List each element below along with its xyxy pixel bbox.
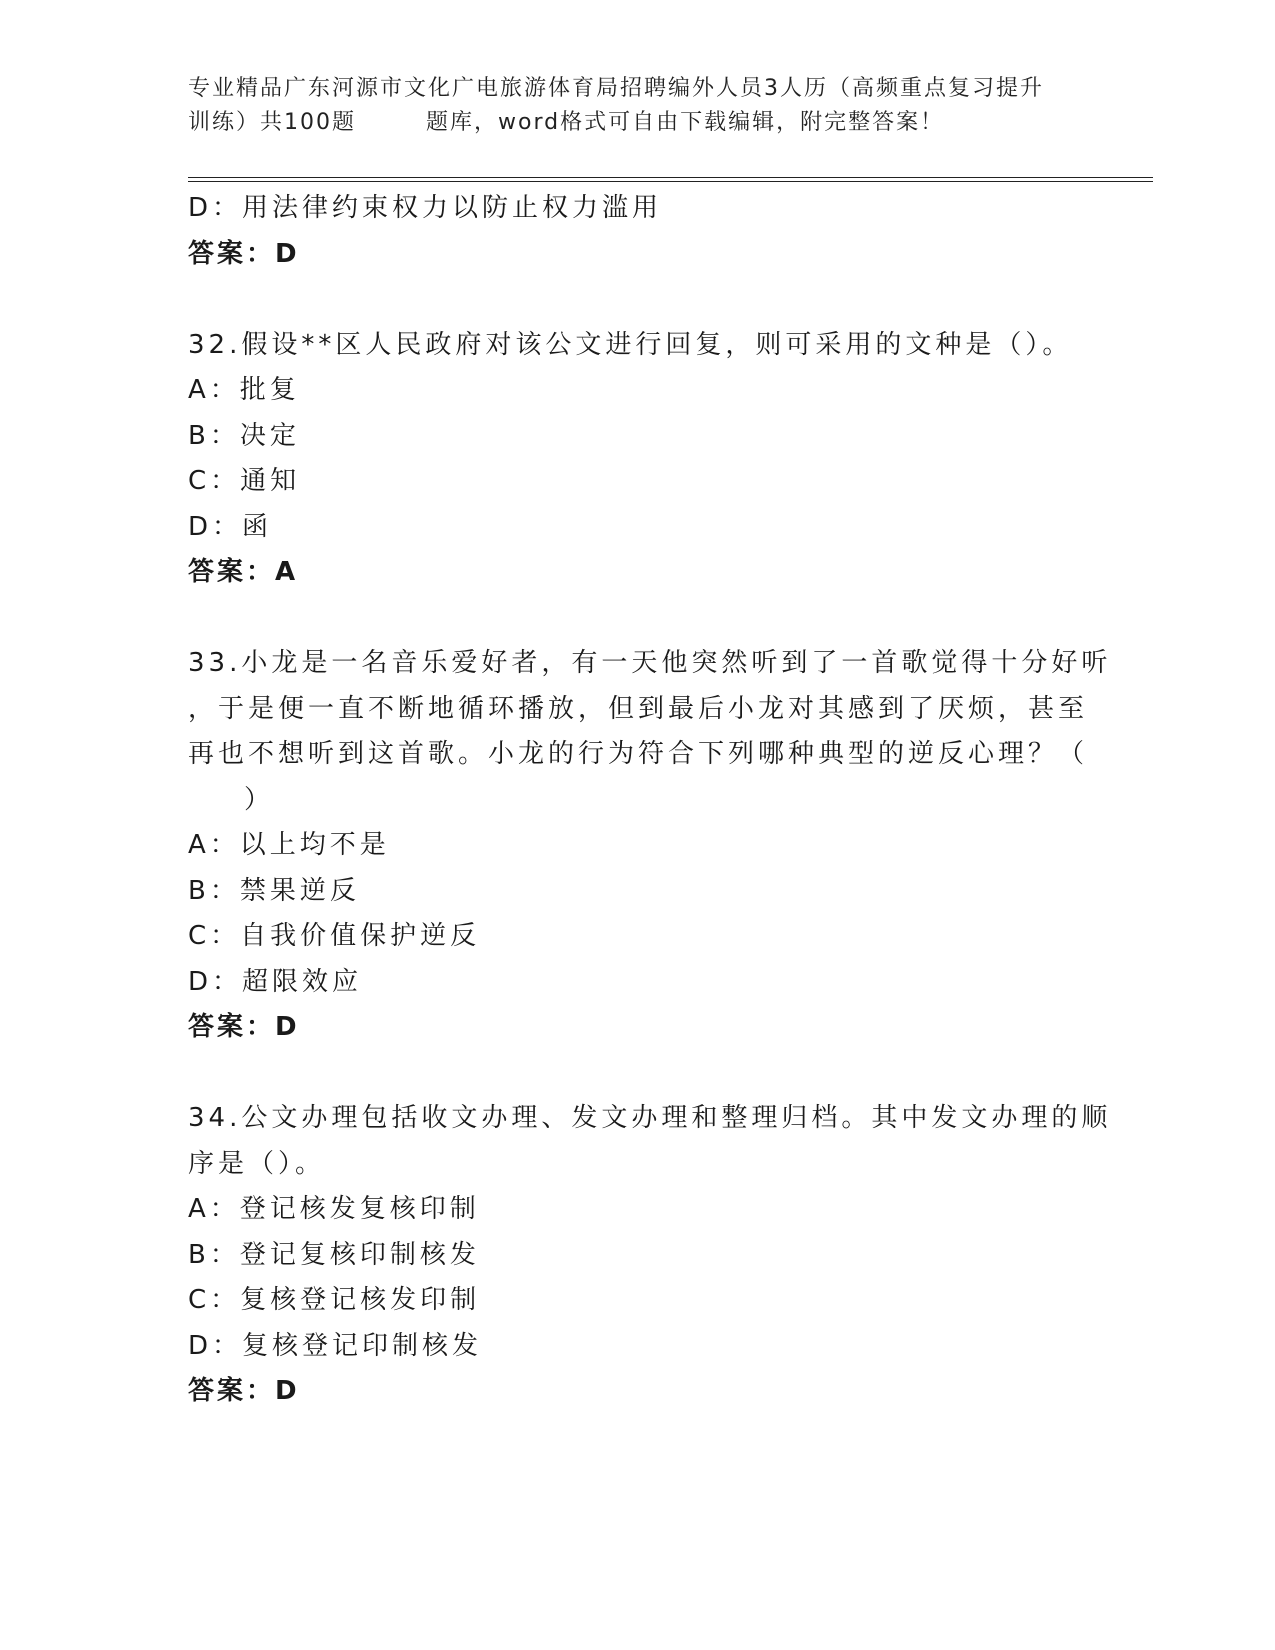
question-32-option-d: D：函 (188, 511, 273, 542)
question-32-stem: 32.假设**区人民政府对该公文进行回复，则可采用的文种是（）。 (188, 329, 1073, 360)
question-33-stem-line: 33.小龙是一名音乐爱好者，有一天他突然听到了一首歌觉得十分好听 (188, 648, 1112, 678)
question-34-option-a: A：登记核发复核印制 (188, 1194, 480, 1224)
question-33-answer: 答案：D (188, 1012, 300, 1042)
header-title-line-2 (188, 106, 1088, 140)
page-header (188, 72, 1088, 140)
header-divider-bottom (188, 181, 1153, 182)
question-34-answer: 答案：D (188, 1376, 300, 1406)
header-divider-top (188, 177, 1153, 178)
question-content (188, 186, 1112, 1415)
question-32-option-a: A：批复 (188, 375, 300, 405)
question-33-option-b: B：禁果逆反 (188, 875, 360, 906)
question-33-stem (188, 641, 1112, 823)
question-34-stem-line: 34.公文办理包括收文办理、发文办理和整理归档。其中发文办理的顺 (188, 1103, 1112, 1133)
question-32-option-b: B：决定 (188, 420, 300, 451)
prev-option-d: D：用法律约束权力以防止权力滥用 (188, 193, 663, 223)
header-title-right: 题库，word格式可自由下载编辑，附完整答案！ (426, 110, 945, 135)
question-33-option-a: A：以上均不是 (188, 830, 390, 860)
prev-answer: 答案：D (188, 238, 300, 269)
header-title-line-1: 专业精品广东河源市文化广电旅游体育局招聘编外人员3人历（高频重点复习提升 (188, 76, 1044, 101)
question-33-stem-line: 再也不想听到这首歌。小龙的行为符合下列哪种典型的逆反心理？（ (188, 739, 1089, 769)
question-32-answer: 答案：A (188, 557, 299, 587)
question-34-stem (188, 1096, 1112, 1187)
question-34-stem-line: 序是（）。 (188, 1148, 326, 1179)
question-34-option-d: D：复核登记印制核发 (188, 1330, 483, 1361)
header-title-left: 训练）共100题 (188, 110, 356, 135)
question-33-stem-line: ，于是便一直不断地循环播放，但到最后小龙对其感到了厌烦，甚至 (188, 693, 1089, 724)
question-33-stem-line: ） (244, 784, 275, 815)
question-33-option-d: D：超限效应 (188, 966, 363, 997)
question-32 (188, 323, 1088, 596)
question-33 (188, 641, 1112, 1051)
question-32-option-c: C：通知 (188, 466, 301, 496)
question-33-option-c: C：自我价值保护逆反 (188, 921, 481, 951)
question-34 (188, 1096, 1112, 1415)
question-34-option-b: B：登记复核印制核发 (188, 1239, 480, 1270)
question-34-option-c: C：复核登记核发印制 (188, 1285, 481, 1315)
